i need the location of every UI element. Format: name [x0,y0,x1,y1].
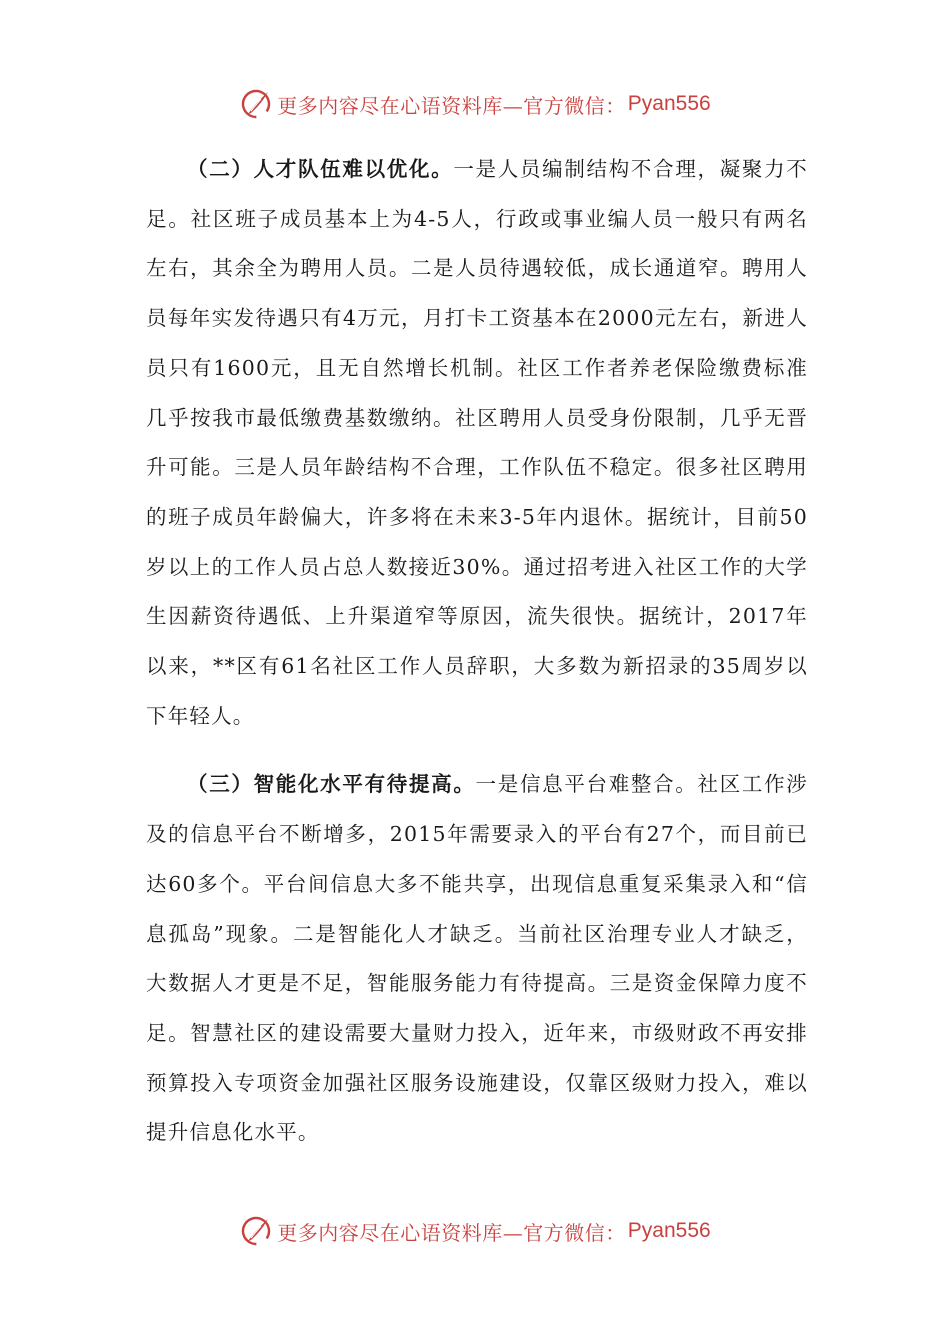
paragraph-talent-team [146,145,808,741]
wechat-id: Pyan556 [627,92,711,115]
paragraph-intelligence-level [146,760,808,1158]
document-body [146,145,808,1158]
paragraph-heading: （二）人才队伍难以优化。 [187,157,454,181]
paragraph-text: 一是信息平台难整合。社区工作涉及的信息平台不断增多，2015年需要录入的平台有27个，而目前已达60多个。平台间信息大多不能共享，出现信息重复采集录入和“信息孤岛”现象。二是智能化人才缺乏。当前社区治理专业人才缺乏，大数据人才更是不足，智能服务能力有待提高。三是资金保障力度不足。智慧社区的建设需要大量财力投入，近年来，市级财政不再安排预算投入专项资金加强社区服务设施建设，仅靠区级财力投入，难以提升信息化水平。 [146,772,808,1145]
paragraph-heading: （三）智能化水平有待提高。 [187,772,476,797]
footer-watermark-banner [0,1211,950,1251]
quill-pen-logo-icon [239,1214,273,1248]
watermark-text: 更多内容尽在心语资料库—官方微信： [277,1220,626,1245]
quill-pen-logo-icon [239,87,273,121]
watermark-text: 更多内容尽在心语资料库—官方微信： [277,93,626,118]
paragraph-text: 一是人员编制结构不合理，凝聚力不足。社区班子成员基本上为4-5人，行政或事业编人员一般只有两名左右，其余全为聘用人员。二是人员待遇较低，成长通道窄。聘用人员每年实发待遇只有4万元，月打卡工资基本在2000元左右，新进人员只有1600元，且无自然增长机制。社区工作者养老保险缴费标准几乎按我市最低缴费基数缴纳。社区聘用人员受身份限制，几乎无晋升可能。三是人员年龄结构不合理，工作队伍不稳定。很多社区聘用的班子成员年龄偏大，许多将在未来3-5年内退休。据统计，目前50岁以上的工作人员占总人数接近30%。通过招考进入社区工作的大学生因薪资待遇低、上升渠道窄等原因，流失很快。据统计，2017年以来，**区有61名社区工作人员辞职，大多数为新招录的35周岁以下年轻人。 [146,157,808,728]
wechat-id: Pyan556 [627,1219,711,1242]
header-watermark-banner [0,84,950,124]
